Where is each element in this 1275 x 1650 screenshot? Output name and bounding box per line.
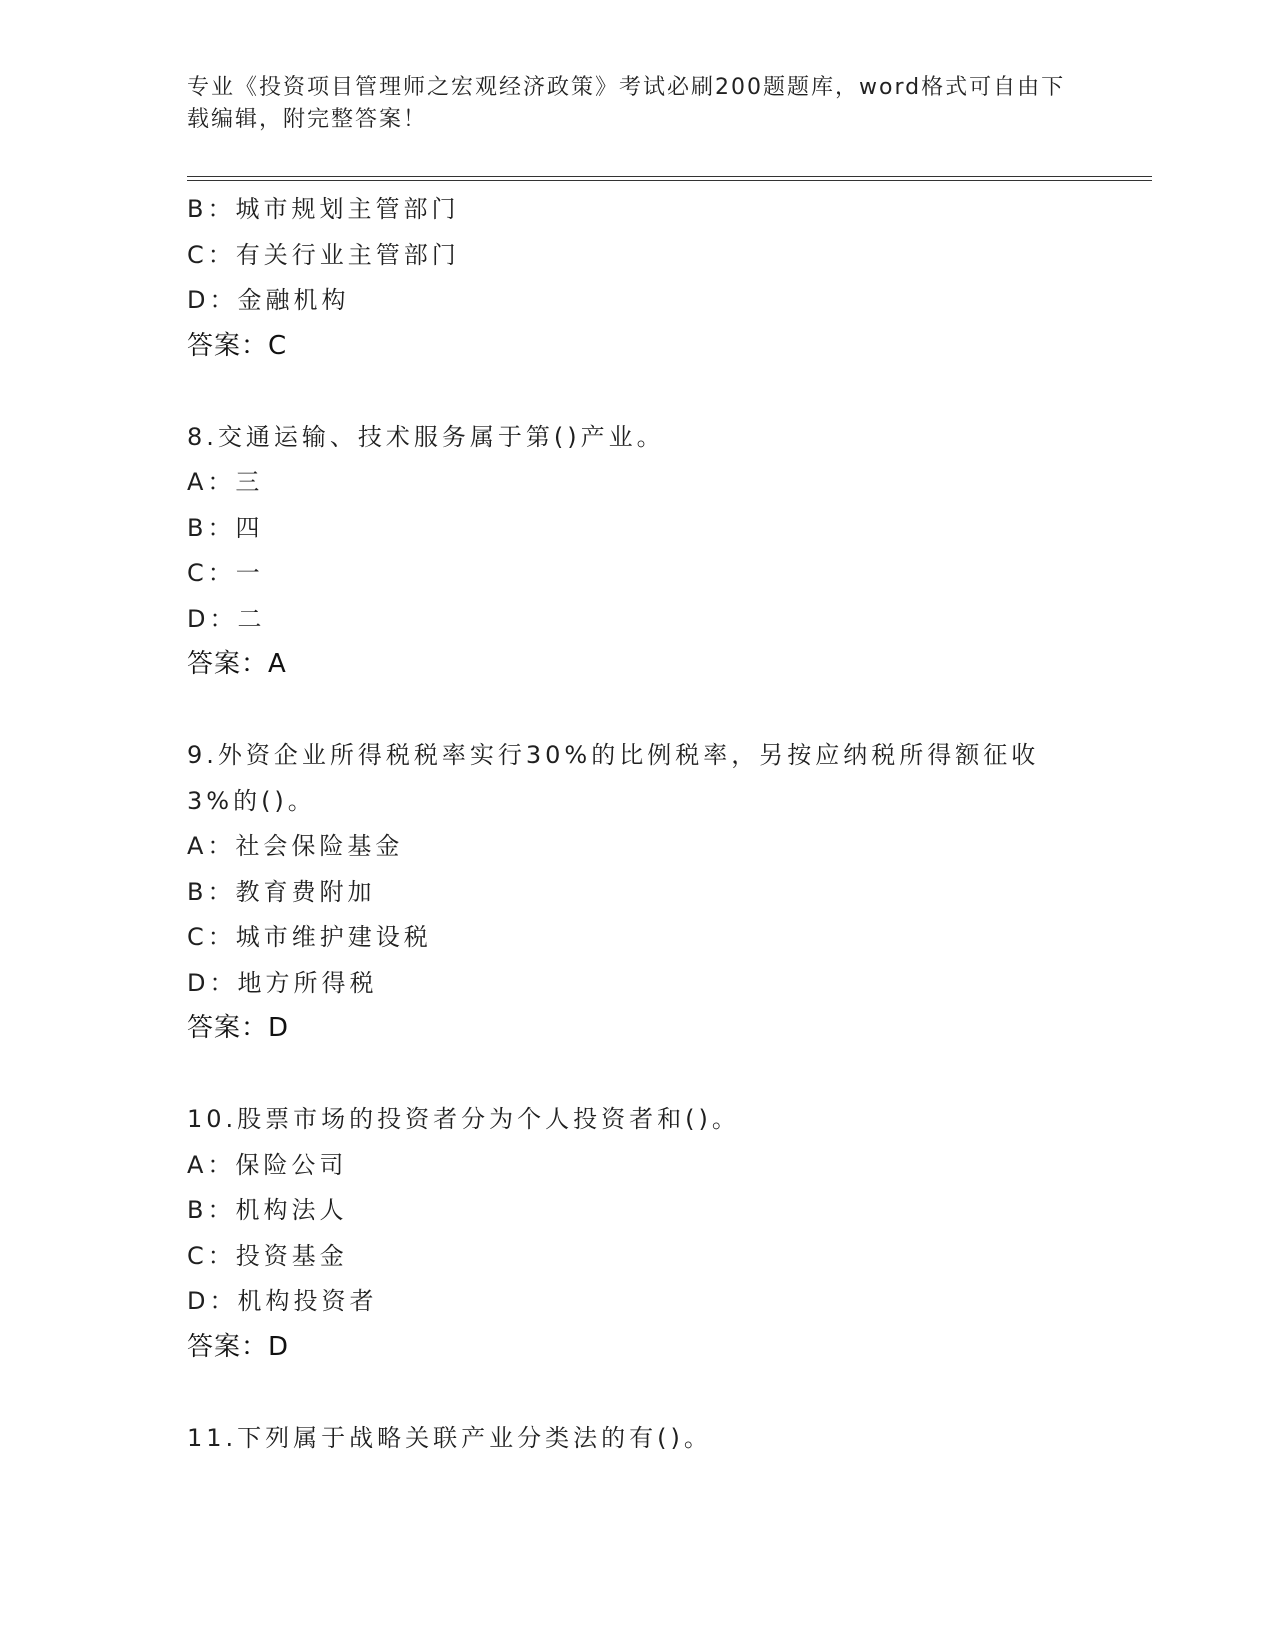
question-text: 8.交通运输、技术服务属于第()产业。: [187, 422, 665, 451]
option-c: C：城市维护建设税: [187, 923, 432, 951]
option-d: D：地方所得税: [187, 968, 378, 997]
option-c: C：一: [187, 559, 264, 587]
answer-label: 答案：C: [187, 330, 288, 361]
spacer: [187, 1052, 1087, 1098]
question-11: [187, 1416, 1087, 1462]
spacer: [187, 369, 1087, 415]
header-divider: [187, 176, 1152, 181]
option-b: B：四: [187, 513, 264, 542]
document-body: [187, 187, 1087, 1461]
question-text: 10.股票市场的投资者分为个人投资者和()。: [187, 1105, 740, 1133]
answer-label: 答案：A: [187, 649, 287, 679]
question-9: [187, 733, 1087, 1052]
option-b: B：城市规划主管部门: [187, 195, 460, 223]
document-header: [187, 72, 1087, 136]
document-title: 专业《投资项目管理师之宏观经济政策》考试必刷200题题库，word格式可自由下载编辑，附完整答案！: [187, 75, 1066, 132]
answer-label: 答案：D: [187, 1013, 290, 1043]
question-10: [187, 1097, 1087, 1370]
option-d: D：机构投资者: [187, 1287, 378, 1315]
option-c: C：有关行业主管部门: [187, 240, 460, 269]
question-text: 9.外资企业所得税税率实行30%的比例税率，另按应纳税所得额征收3%的()。: [187, 741, 1040, 815]
spacer: [187, 1370, 1087, 1416]
option-b: B：教育费附加: [187, 877, 376, 906]
option-a: A：保险公司: [187, 1150, 348, 1179]
spacer: [187, 688, 1087, 734]
option-d: D：金融机构: [187, 286, 350, 314]
question-8: [187, 415, 1087, 688]
option-a: A：三: [187, 468, 264, 496]
answer-label: 答案：D: [187, 1331, 290, 1362]
option-a: A：社会保险基金: [187, 832, 404, 860]
question-text: 11.下列属于战略关联产业分类法的有()。: [187, 1423, 712, 1452]
option-c: C：投资基金: [187, 1241, 348, 1270]
question-7-continued: [187, 187, 1087, 369]
option-b: B：机构法人: [187, 1196, 348, 1224]
option-d: D：二: [187, 604, 266, 633]
